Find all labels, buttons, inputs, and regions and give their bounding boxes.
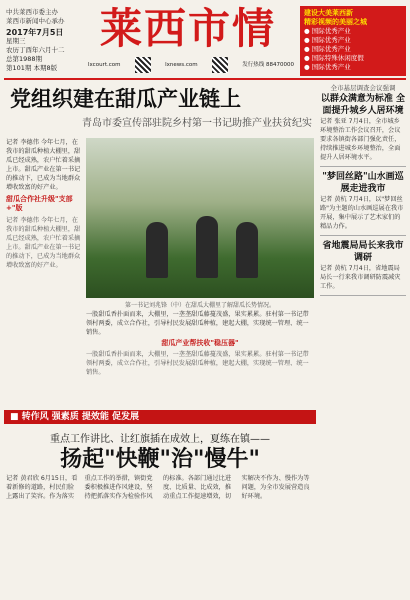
section2-headline[interactable]: 扬起"快鞭"治"慢牛" [60, 446, 260, 472]
side-story [320, 171, 406, 236]
promo-box [300, 6, 406, 76]
section2-kicker: 重点工作讲比、让红旗插在成效上，夏练在镇—— [50, 434, 270, 445]
promo-heading-2: 精彩视频的美丽之城 [304, 18, 367, 26]
weekday: 星期三 [6, 37, 26, 45]
lead-body-text: 一股甜瓜香扑面而来，大棚里，一垄垄甜瓜藤蔓茂盛，果实累累。驻村第一书记带领村两委，成立合作社，引导村民发展甜瓜种植，建起大棚，实现统一管理、统一销售。 [86, 311, 309, 336]
masthead [4, 4, 406, 78]
issue-date: 2017年7月5日 [6, 28, 64, 37]
promo-item: ● 国际优秀产业 [304, 36, 351, 44]
org-line: 莱西市新闻中心承办 [6, 17, 65, 25]
lead-text-continued: 记者 李德伟 今年七月，在我市的甜瓜种植大棚里，甜瓜已经成熟，农户忙着采摘上市。甜瓜产业在第一书记的推动下，已成为当地群众增收致富的好产业。 [6, 217, 81, 269]
newspaper-page [4, 4, 406, 596]
website-link[interactable]: lxcourt.com [88, 61, 121, 68]
person-figure [196, 216, 218, 278]
promo-item: ● 国际优秀产业 [304, 27, 351, 35]
lead-story [4, 84, 316, 376]
masthead-divider [4, 78, 406, 80]
lunar-date: 农历丁酉年六月十二 [6, 46, 65, 54]
promo-heading: 建设大美莱西新 [304, 9, 353, 17]
promo-item: ● 国际特殊休闲度假 [304, 54, 364, 62]
side-kicker: 全市基层调查会议强调 [330, 84, 396, 92]
side-headline[interactable]: "梦回丝路"山水画巡展走进我市 [322, 172, 404, 194]
website-link[interactable]: lxnews.com [165, 61, 198, 68]
side-story [320, 84, 406, 167]
qr-code-icon [135, 57, 151, 73]
person-figure [146, 222, 168, 278]
promo-item: ● 国际优秀产业 [304, 45, 351, 53]
lead-text: 记者 李德伟 今年七月，在我市的甜瓜种植大棚里，甜瓜已经成熟，农户忙着采摘上市。甜瓜产业在第一书记的推动下，已成为当地群众增收致富的好产业。 [6, 139, 81, 191]
contact-line: 发行热线 88470000 [242, 61, 294, 68]
section-banner: ■ 转作风 强素质 提效能 促发展 [4, 410, 316, 424]
lead-headline[interactable]: 党组织建在甜瓜产业链上 [10, 86, 241, 111]
side-text: 记者 黄杭 7月4日，以"梦回丝路"为主题的山水画巡展在我市开展，集中展示了艺术家们的精品力作。 [320, 196, 404, 230]
sidebar [320, 84, 406, 300]
issue-total: 总第1988期 [6, 55, 43, 63]
masthead-strip [88, 54, 294, 76]
lead-photo [86, 138, 314, 298]
section2-body: 记者 黄君欣 6月15日，看着新修的道路，村民们脸上露出了笑容。作为落实重点工作的举措，镇街党委积极推进作风建设，坚持把抓落实作为检验作风的标准。各部门通过比进度、比质量、比成效，推动重点工作提速增效，切实解决不作为、慢作为等问题，为全市发展营造良好环境。 [6, 475, 310, 500]
lead-subhead: 青岛市委宣传部驻院乡村第一书记助推产业扶贫纪实 [82, 118, 312, 129]
masthead-info [6, 8, 86, 73]
side-headline[interactable]: 省地震局局长来我市调研 [322, 241, 404, 263]
photo-caption: 第一书记刘兆锋（中）在甜瓜大棚里了解甜瓜长势情况。 [124, 302, 275, 309]
lead-body-text: 一股甜瓜香扑面而来，大棚里，一垄垄甜瓜藤蔓茂盛，果实累累。驻村第一书记带领村两委，成立合作社，引导村民发展甜瓜种植，建起大棚，实现统一管理、统一销售。 [86, 351, 309, 376]
lead-body-subsection: 甜瓜产业帮扶收"稳压器" [161, 339, 239, 347]
lead-left-column [6, 138, 82, 270]
newspaper-title: 莱西市情 [99, 4, 276, 53]
lead-subsection: 甜瓜合作社升级"支部+"版 [6, 195, 73, 212]
side-headline[interactable]: 以群众满意为标准 全面提升城乡人居环境 [320, 94, 406, 116]
issue-today: 第101期 本期8版 [6, 64, 58, 72]
side-text: 记者 张亚 7月4日，全市城乡环境整治工作会议召开，会议要求各镇街各部门强化责任，持续推进城乡环境整治，全面提升人居环境水平。 [320, 118, 401, 161]
side-story [320, 240, 406, 296]
qr-code-icon [212, 57, 228, 73]
org-line: 中共莱西市委主办 [6, 8, 58, 16]
side-text: 记者 黄杭 7月4日，省地震局局长一行来我市调研防震减灾工作。 [320, 265, 401, 290]
promo-item: ● 国际优秀产业 [304, 63, 351, 71]
person-figure [236, 222, 258, 278]
